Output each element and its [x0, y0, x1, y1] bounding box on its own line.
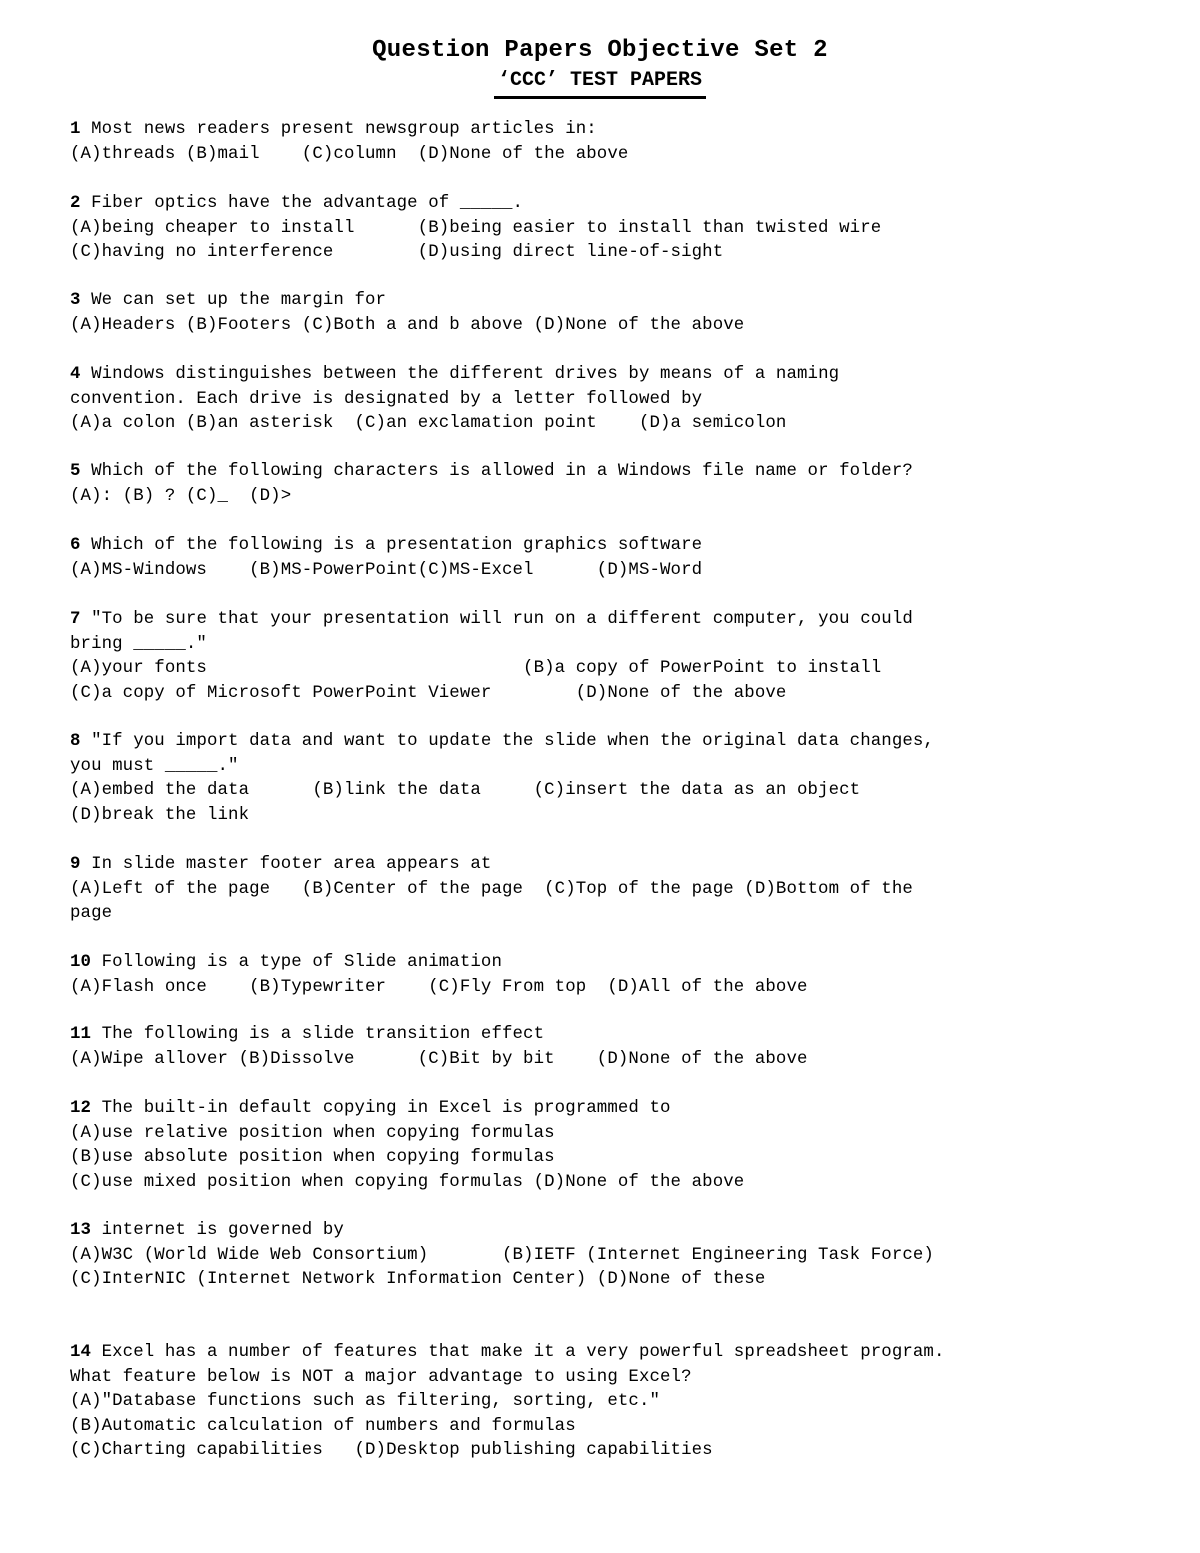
- question-text-continued: bring _____.": [70, 634, 207, 654]
- question-number: 5: [70, 462, 81, 481]
- question-number: 14: [70, 1343, 92, 1362]
- question-3: [70, 289, 744, 338]
- answer-options-line: (A)a colon (B)an asterisk (C)an exclamation point (D)a semicolon: [70, 414, 787, 433]
- answer-options-line: (C)Charting capabilities (D)Desktop publishing capabilities: [70, 1441, 713, 1460]
- question-number: 13: [70, 1221, 92, 1240]
- question-number: 6: [70, 536, 81, 555]
- answer-options-line: (C)InterNIC (Internet Network Information Center) (D)None of these: [70, 1270, 766, 1289]
- question-11: [70, 1023, 808, 1072]
- question-text: Fiber optics have the advantage of _____.: [80, 194, 524, 213]
- answer-options-line: (A)Headers (B)Footers (C)Both a and b above (D)None of the above: [70, 315, 745, 335]
- question-stem: [70, 1097, 744, 1122]
- question-text: "If you import data and want to update the slide when the original data changes,: [80, 732, 934, 751]
- answer-options-line: (A)embed the data (B)link the data (C)insert the data as an object: [70, 781, 861, 800]
- question-stem: [70, 853, 913, 878]
- question-stem: [70, 192, 881, 217]
- question-text: Which of the following characters is allowed in a Windows file name or folder?: [80, 462, 913, 481]
- answer-options-line: (B)Automatic calculation of numbers and formulas: [70, 1416, 576, 1436]
- question-stem: [70, 730, 934, 755]
- answer-options-line: (C)use mixed position when copying formulas (D)None of the above: [70, 1172, 745, 1192]
- question-text-continued: What feature below is NOT a major advantage to using Excel?: [70, 1367, 692, 1387]
- question-10: [70, 951, 808, 1000]
- question-text: The built-in default copying in Excel is programmed to: [91, 1099, 671, 1118]
- question-12: [70, 1097, 744, 1195]
- question-9: [70, 853, 913, 927]
- answer-options-line: (A)threads (B)mail (C)column (D)None of the above: [70, 144, 629, 164]
- question-text: Following is a type of Slide animation: [91, 953, 502, 972]
- answer-options-line: (A)"Database functions such as filtering, sorting, etc.": [70, 1392, 661, 1411]
- answer-options-line: (A): (B) ? (C)_ (D)>: [70, 486, 292, 506]
- answer-options-line: (A)use relative position when copying formulas: [70, 1123, 555, 1143]
- question-8: [70, 730, 934, 828]
- question-stem: [70, 1023, 808, 1048]
- question-stem: [70, 460, 913, 485]
- question-text: In slide master footer area appears at: [80, 855, 492, 874]
- question-text: Excel has a number of features that make it a very powerful spreadsheet program.: [91, 1343, 945, 1362]
- question-text: The following is a slide transition effect: [91, 1025, 545, 1044]
- question-number: 2: [70, 194, 81, 213]
- page-title: Question Papers Objective Set 2: [372, 37, 828, 64]
- question-text: internet is governed by: [91, 1221, 344, 1240]
- answer-options-line: (A)Left of the page (B)Center of the page (C)Top of the page (D)Bottom of the: [70, 879, 913, 899]
- question-text-continued: you must _____.": [70, 756, 239, 776]
- answer-options-line: (A)MS-Windows (B)MS-PowerPoint(C)MS-Excel (D)MS-Word: [70, 560, 703, 580]
- answer-options-line: (A)your fonts (B)a copy of PowerPoint to install: [70, 659, 882, 678]
- question-number: 12: [70, 1099, 92, 1118]
- answer-options-line: (A)W3C (World Wide Web Consortium) (B)IETF (Internet Engineering Task Force): [70, 1245, 934, 1265]
- question-number: 10: [70, 953, 92, 972]
- question-6: [70, 534, 702, 583]
- question-text: Which of the following is a presentation graphics software: [80, 536, 703, 555]
- question-4: [70, 363, 839, 437]
- question-number: 1: [70, 120, 81, 139]
- question-stem: [70, 534, 702, 559]
- question-stem: [70, 1219, 934, 1244]
- answer-options-line: page: [70, 904, 113, 923]
- question-2: [70, 192, 881, 266]
- question-1: [70, 118, 628, 167]
- question-number: 11: [70, 1025, 92, 1044]
- question-number: 3: [70, 291, 81, 310]
- page-subtitle: ‘CCC’ TEST PAPERS: [494, 68, 706, 99]
- question-stem: [70, 608, 913, 633]
- question-number: 4: [70, 365, 81, 384]
- question-5: [70, 460, 913, 509]
- question-text-continued: convention. Each drive is designated by a letter followed by: [70, 389, 703, 409]
- question-14: [70, 1341, 945, 1464]
- answer-options-line: (C)a copy of Microsoft PowerPoint Viewer (D)None of the above: [70, 683, 787, 703]
- question-stem: [70, 1341, 945, 1366]
- answer-options-line: (A)being cheaper to install (B)being easier to install than twisted wire: [70, 218, 882, 238]
- question-text: We can set up the margin for: [80, 291, 387, 310]
- question-stem: [70, 118, 628, 143]
- answer-options-line: (C)having no interference (D)using direct line-of-sight: [70, 243, 724, 262]
- question-number: 8: [70, 732, 81, 751]
- header: [0, 36, 1200, 99]
- question-text: Most news readers present newsgroup articles in:: [80, 120, 597, 139]
- question-13: [70, 1219, 934, 1293]
- question-stem: [70, 289, 744, 314]
- question-stem: [70, 951, 808, 976]
- question-text: "To be sure that your presentation will run on a different computer, you could: [80, 610, 913, 629]
- question-stem: [70, 363, 839, 388]
- question-number: 9: [70, 855, 81, 874]
- answer-options-line: (D)break the link: [70, 805, 250, 825]
- answer-options-line: (A)Wipe allover (B)Dissolve (C)Bit by bit (D)None of the above: [70, 1049, 808, 1069]
- answer-options-line: (A)Flash once (B)Typewriter (C)Fly From top (D)All of the above: [70, 977, 808, 997]
- question-7: [70, 608, 913, 706]
- question-number: 7: [70, 610, 81, 629]
- answer-options-line: (B)use absolute position when copying formulas: [70, 1148, 555, 1167]
- question-text: Windows distinguishes between the different drives by means of a naming: [80, 365, 840, 384]
